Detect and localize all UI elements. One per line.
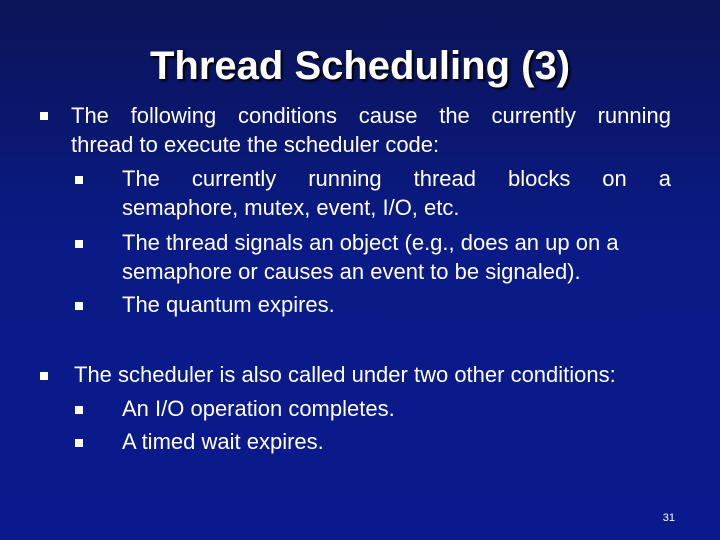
sub-bullet-text-line: semaphore, mutex, event, I/O, etc. xyxy=(122,195,460,220)
bullet-text-line: The scheduler is also called under two other conditions: xyxy=(74,362,616,387)
sub-bullet-marker xyxy=(75,302,83,310)
sub-bullet-text-line: An I/O operation completes. xyxy=(122,396,395,421)
sub-bullet-marker xyxy=(75,406,83,414)
sub-bullet-text-line: The currently running thread blocks on a xyxy=(122,166,671,191)
bullet-marker xyxy=(40,372,48,380)
sub-bullet-marker xyxy=(75,240,83,248)
sub-bullet-text-line: The quantum expires. xyxy=(122,292,335,317)
sub-bullet-text-line: semaphore or causes an event to be signaled). xyxy=(122,259,581,284)
bullet-text-line: The following conditions cause the currently running xyxy=(71,103,671,128)
sub-bullet-text-line: The thread signals an object (e.g., does an up on a xyxy=(122,230,619,255)
bullet-marker xyxy=(40,112,48,120)
sub-bullet-text-line: A timed wait expires. xyxy=(122,429,324,454)
slide-title: Thread Scheduling (3) xyxy=(149,44,571,88)
bullet-text-line: thread to execute the scheduler code: xyxy=(71,132,440,157)
sub-bullet-marker xyxy=(75,439,83,447)
sub-bullet-marker xyxy=(75,176,83,184)
page-number: 31 xyxy=(662,512,675,524)
